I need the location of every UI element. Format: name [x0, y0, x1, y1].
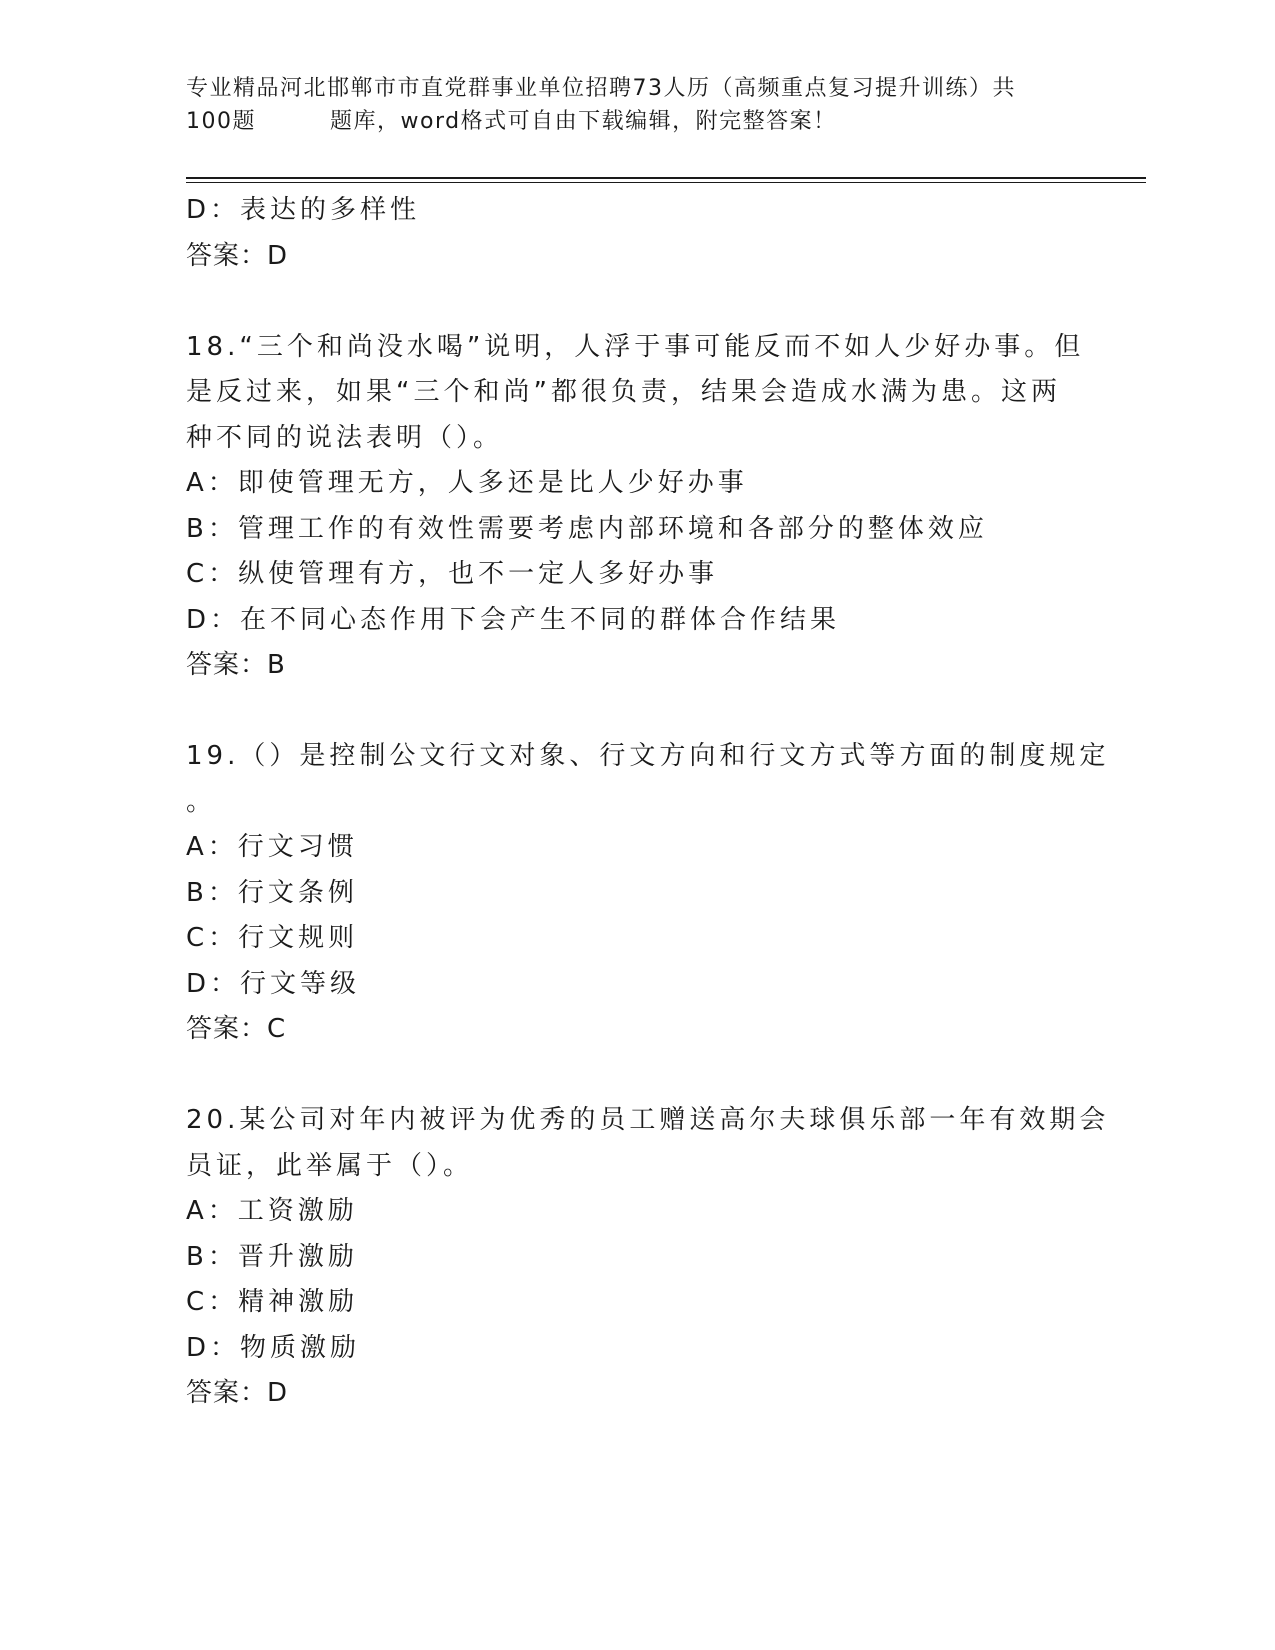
question-stem-line: 20.某公司对年内被评为优秀的员工赠送高尔夫球俱乐部一年有效期会 [186, 1105, 1110, 1135]
answer: 答案：C [186, 1014, 287, 1044]
header-divider-thin [186, 182, 1146, 183]
header-question-count: 100题 [186, 109, 256, 134]
option-a: A：工资激励 [186, 1196, 358, 1226]
prev-option-d: D：表达的多样性 [186, 195, 421, 225]
question-stem-line: 是反过来，如果“三个和尚”都很负责，结果会造成水满为患。这两 [186, 377, 1061, 407]
option-b: B：晋升激励 [186, 1241, 358, 1272]
option-c: C：精神激励 [186, 1287, 359, 1317]
question-18 [186, 325, 1086, 689]
option-a: A：行文习惯 [186, 832, 358, 862]
question-stem-line: 。 [186, 786, 217, 817]
option-d: D：在不同心态作用下会产生不同的群体合作结果 [186, 604, 841, 635]
option-a: A：即使管理无方，人多还是比人少好办事 [186, 468, 748, 498]
question-20 [186, 1098, 1110, 1417]
option-c: C：行文规则 [186, 923, 359, 953]
prev-answer: 答案：D [186, 240, 289, 271]
header-description: 题库，word格式可自由下载编辑，附完整答案！ [330, 109, 837, 134]
question-content [186, 188, 1110, 1417]
question-stem-line: 18.“三个和尚没水喝”说明，人浮于事可能反而不如人少好办事。但 [186, 331, 1085, 362]
question-19 [186, 734, 1110, 1053]
option-c: C：纵使管理有方，也不一定人多好办事 [186, 559, 719, 589]
option-d: D：行文等级 [186, 968, 361, 999]
answer: 答案：B [186, 650, 286, 680]
question-stem-line: 种不同的说法表明（）。 [186, 422, 504, 453]
answer: 答案：D [186, 1378, 289, 1408]
header-title-line-2 [186, 105, 1086, 138]
option-b: B：行文条例 [186, 877, 358, 908]
question-stem-line: 19.（）是控制公文行文对象、行文方向和行文方式等方面的制度规定 [186, 741, 1110, 771]
header-divider-thick [186, 177, 1146, 179]
option-b: B：管理工作的有效性需要考虑内部环境和各部分的整体效应 [186, 513, 988, 544]
option-d: D：物质激励 [186, 1332, 361, 1363]
header-title-line-1: 专业精品河北邯郸市市直党群事业单位招聘73人历（高频重点复习提升训练）共 [186, 76, 1016, 101]
question-stem-line: 员证，此举属于（）。 [186, 1150, 474, 1181]
page-header [186, 72, 1086, 138]
